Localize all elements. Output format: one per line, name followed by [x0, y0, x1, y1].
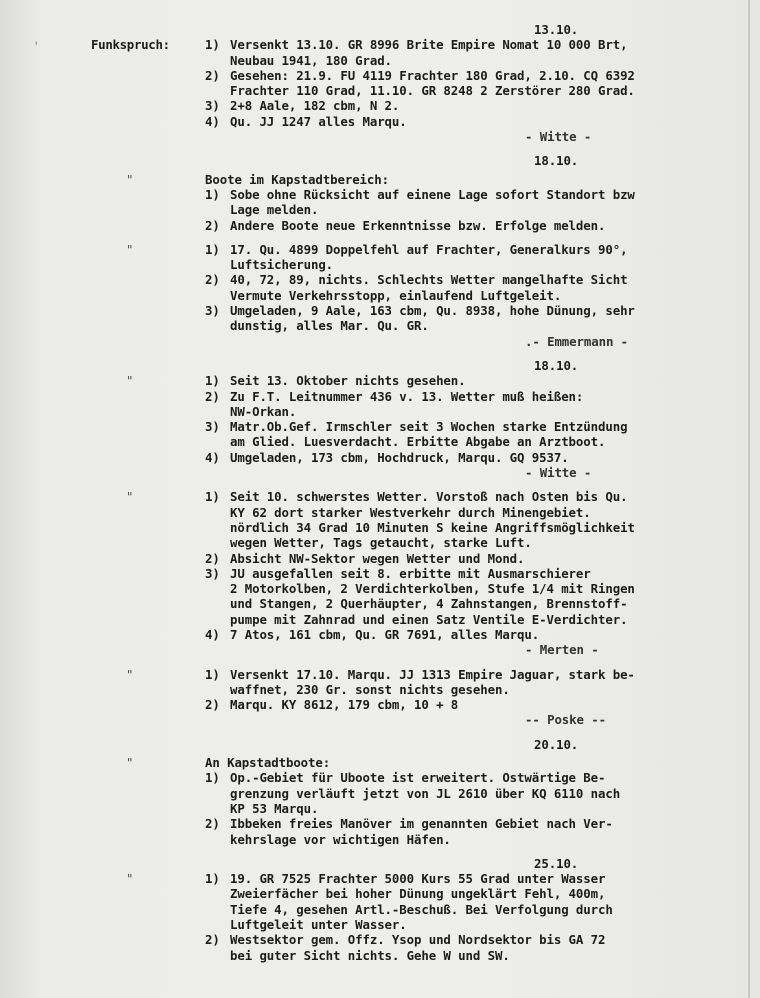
text-line: [0, 520, 760, 535]
text-line: [0, 832, 760, 847]
text-line: [0, 551, 760, 566]
text-line: [0, 535, 760, 550]
item-number: 1): [205, 770, 220, 786]
ditto-mark: ": [126, 755, 134, 771]
text-line: [0, 465, 760, 480]
item-text: JU ausgefallen seit 8. erbitte mit Ausmarschierer: [230, 565, 591, 581]
item-number: 1): [205, 871, 220, 887]
text-line: [0, 83, 760, 98]
item-text: 40, 72, 89, nichts. Schlechts Wetter mangelhafte Sicht: [230, 272, 628, 288]
ditto-mark: ": [126, 171, 134, 187]
text-line: [0, 712, 760, 727]
item-number: 2): [205, 388, 220, 404]
text-line: [0, 770, 760, 785]
text-line: [0, 627, 760, 642]
message-date: 18.10.: [534, 153, 579, 169]
ditto-mark: ": [126, 373, 134, 389]
item-text: Westsektor gem. Offz. Ysop und Nordsektor bis GA 72: [230, 932, 606, 948]
telex-text-body: [0, 22, 760, 963]
item-number: 4): [205, 626, 220, 642]
item-text: Versenkt 13.10. GR 8996 Brite Empire Nomat 10 000 Brt,: [230, 37, 628, 53]
item-number: 3): [205, 565, 220, 581]
item-text: grenzung verläuft jetzt von JL 2610 über KQ 6110 nach: [230, 785, 621, 801]
text-line: [0, 871, 760, 886]
item-text: Lage melden.: [230, 202, 319, 218]
text-line: [0, 373, 760, 388]
item-text: 7 Atos, 161 cbm, Qu. GR 7691, alles Marqu.: [230, 626, 540, 642]
ditto-mark: ": [126, 666, 134, 682]
text-line: [0, 303, 760, 318]
text-line: [0, 786, 760, 801]
item-text: dunstig, alles Mar. Qu. GR.: [230, 318, 429, 334]
item-number: 2): [205, 816, 220, 832]
ditto-mark: ": [126, 489, 134, 505]
text-line: [0, 948, 760, 963]
text-line: [0, 612, 760, 627]
signature: - Witte -: [525, 465, 592, 481]
item-text: Neubau 1941, 180 Grad.: [230, 52, 392, 68]
item-number: 1): [205, 37, 220, 53]
ditto-mark: ": [126, 241, 134, 257]
message-date: 20.10.: [534, 736, 579, 752]
text-line: [0, 856, 760, 871]
text-line: [0, 202, 760, 217]
text-line: [0, 581, 760, 596]
item-text: nördlich 34 Grad 10 Minuten S keine Angriffsmöglichkeit: [230, 519, 635, 535]
item-text: Umgeladen, 9 Aale, 163 cbm, Qu. 8938, hohe Dünung, sehr: [230, 303, 635, 319]
item-number: 2): [205, 932, 220, 948]
text-line: [0, 434, 760, 449]
item-text: waffnet, 230 Gr. sonst nichts gesehen.: [230, 681, 510, 697]
text-line: [0, 697, 760, 712]
item-text: 2 Motorkolben, 2 Verdichterkolben, Stufe 1/4 mit Ringen: [230, 581, 635, 597]
text-line: [0, 450, 760, 465]
text-line: [0, 596, 760, 611]
item-number: 1): [205, 241, 220, 257]
text-line: [0, 68, 760, 83]
item-number: 1): [205, 373, 220, 389]
item-number: 4): [205, 449, 220, 465]
text-line: [0, 98, 760, 113]
item-number: 2): [205, 697, 220, 713]
item-text: Qu. JJ 1247 alles Marqu.: [230, 113, 407, 129]
funkspruch-label: Funkspruch:: [91, 37, 170, 53]
text-line: [0, 334, 760, 349]
text-line: [0, 114, 760, 129]
item-number: 2): [205, 67, 220, 83]
text-line: [0, 917, 760, 932]
item-text: 17. Qu. 4899 Doppelfehl auf Frachter, Generalkurs 90°,: [230, 241, 628, 257]
item-number: 4): [205, 113, 220, 129]
text-line: [0, 172, 760, 187]
item-text: Luftsicherung.: [230, 257, 334, 273]
text-line: [0, 682, 760, 697]
ink-smudge: ’: [31, 39, 43, 54]
signature: .- Emmermann -: [525, 333, 629, 349]
text-line: [0, 816, 760, 831]
item-text: Luftgeleit unter Wasser.: [230, 917, 407, 933]
item-number: 3): [205, 303, 220, 319]
item-text: Seit 10. schwerstes Wetter. Vorstoß nach Osten bis Qu.: [230, 489, 628, 505]
item-text: Op.-Gebiet für Uboote ist erweitert. Ostwärtige Be-: [230, 770, 606, 786]
text-line: [0, 318, 760, 333]
text-line: [0, 902, 760, 917]
text-line: [0, 737, 760, 752]
item-number: 2): [205, 217, 220, 233]
item-text: Seit 13. Oktober nichts gesehen.: [230, 373, 466, 389]
text-line: [0, 389, 760, 404]
item-text: Sobe ohne Rücksicht auf einene Lage sofort Standort bzw: [230, 186, 635, 202]
item-text: KP 53 Marqu.: [230, 800, 319, 816]
item-text: Zweierfächer bei hoher Dünung ungeklärt Fehl, 400m,: [230, 886, 606, 902]
text-line: [0, 37, 760, 52]
item-text: Frachter 110 Grad, 11.10. GR 8248 2 Zerstörer 280 Grad.: [230, 83, 635, 99]
item-text: Tiefe 4, gesehen Artl.-Beschuß. Bei Verfolgung durch: [230, 901, 613, 917]
text-line: [0, 489, 760, 504]
item-text: Zu F.T. Leitnummer 436 v. 13. Wetter muß heißen:: [230, 388, 584, 404]
text-line: [0, 257, 760, 272]
signature: -- Poske --: [525, 712, 606, 728]
item-text: wegen Wetter, Tags getaucht, starke Luft.: [230, 535, 532, 551]
message-intro: Boote im Kapstadtbereich:: [205, 171, 389, 187]
message-date: 13.10.: [534, 22, 579, 37]
ditto-mark: ": [126, 871, 134, 887]
text-line: [0, 272, 760, 287]
text-line: [0, 53, 760, 68]
text-line: [0, 801, 760, 816]
item-number: 3): [205, 98, 220, 114]
text-line: [0, 288, 760, 303]
text-line: [0, 153, 760, 168]
text-line: [0, 886, 760, 901]
text-line: [0, 419, 760, 434]
message-date: 25.10.: [534, 855, 579, 871]
text-line: [0, 218, 760, 233]
item-text: 2+8 Aale, 182 cbm, N 2.: [230, 98, 400, 114]
item-number: 3): [205, 419, 220, 435]
text-line: [0, 404, 760, 419]
message-intro: An Kapstadtboote:: [205, 755, 331, 771]
item-text: NW-Orkan.: [230, 403, 297, 419]
item-text: am Glied. Luesverdacht. Erbitte Abgabe an Arztboot.: [230, 434, 606, 450]
text-line: [0, 358, 760, 373]
item-text: Umgeladen, 173 cbm, Hochdruck, Marqu. GQ 9537.: [230, 449, 569, 465]
text-line: [0, 129, 760, 144]
message-date: 18.10.: [534, 357, 579, 373]
text-line: [0, 642, 760, 657]
item-text: Vermute Verkehrsstopp, einlaufend Luftgeleit.: [230, 287, 562, 303]
item-text: Absicht NW-Sektor wegen Wetter und Mond.: [230, 550, 525, 566]
text-line: [0, 187, 760, 202]
item-text: pumpe mit Zahnrad und einen Satz Ventile E-Verdichter.: [230, 611, 628, 627]
item-number: 2): [205, 550, 220, 566]
item-number: 1): [205, 489, 220, 505]
item-number: 1): [205, 666, 220, 682]
text-line: [0, 667, 760, 682]
text-line: [0, 242, 760, 257]
item-text: Andere Boote neue Erkenntnisse bzw. Erfolge melden.: [230, 217, 606, 233]
text-line: [0, 755, 760, 770]
text-line: [0, 505, 760, 520]
item-text: Versenkt 17.10. Marqu. JJ 1313 Empire Jaguar, stark be-: [230, 666, 635, 682]
text-line: [0, 22, 760, 37]
item-text: Ibbeken freies Manöver im genannten Gebiet nach Ver-: [230, 816, 613, 832]
text-line: [0, 932, 760, 947]
item-text: kehrslage vor wichtigen Häfen.: [230, 831, 451, 847]
item-number: 1): [205, 186, 220, 202]
item-text: 19. GR 7525 Frachter 5000 Kurs 55 Grad unter Wasser: [230, 871, 606, 887]
item-text: und Stangen, 2 Querhäupter, 4 Zahnstangen, Brennstoff-: [230, 596, 628, 612]
signature: - Witte -: [525, 129, 592, 145]
text-line: [0, 566, 760, 581]
item-text: bei guter Sicht nichts. Gehe W und SW.: [230, 947, 510, 963]
item-text: Gesehen: 21.9. FU 4119 Frachter 180 Grad, 2.10. CQ 6392: [230, 67, 635, 83]
item-text: KY 62 dort starker Westverkehr durch Minengebiet.: [230, 504, 591, 520]
item-text: Marqu. KY 8612, 179 cbm, 10 + 8: [230, 697, 459, 713]
item-number: 2): [205, 272, 220, 288]
signature: - Merten -: [525, 642, 599, 658]
item-text: Matr.Ob.Gef. Irmschler seit 3 Wochen starke Entzündung: [230, 419, 628, 435]
